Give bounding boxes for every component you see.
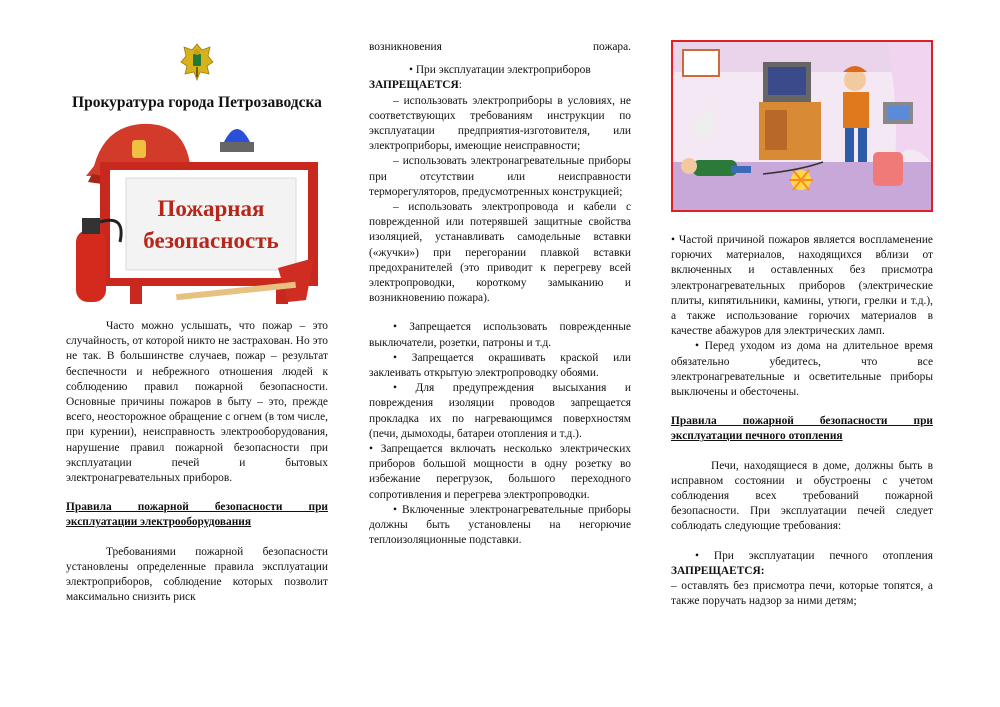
- forbidden-label-stove: ЗАПРЕЩАЕТСЯ:: [671, 564, 765, 577]
- section-heading-stove: Правила пожарной безопасности при эксплуатации печного отопления: [671, 415, 933, 443]
- para-before-leaving: • Перед уходом из дома на длительное время обязательно убедитесь, что все электронагревательные и осветительные приборы выключены и обесточены.: [671, 340, 933, 399]
- column-2: [369, 40, 631, 549]
- bullet-insulation: • Для предупреждения высыхания и повреждения изоляции проводов запрещается прокладка их по нагревающимся поверхностям (печи, дымоходы, батареи отопления и т.д.).: [369, 382, 631, 440]
- prosecutor-emblem-icon: [178, 40, 216, 84]
- intro-paragraph: Часто можно услышать, что пожар – это случайность, от которой никто не застрахован. Но это не так. В большинстве случаев, пожар – результат беспечности и небрежного отношения людей к соблюдению правил пожарной безопасности. Основные причины пожаров в быту – это, прежде всего, неосторожное обращение с огнем (в том числе, при курении), неисправность электрооборудования, нарушение правил пожарной безопасности при эксплуатации печей и бытовых электронагревательных приборов.: [66, 320, 328, 485]
- para-heater-causes: • Частой причиной пожаров является воспламенение горючих материалов, находящихся вблизи от включенных и оставленных без присмотра электронагревательных приборов (электрические плиты, кипятильники, камины, утюги, грелки и т.д.), а также использование горючих материалов в качестве абажуров для электрических ламп.: [671, 234, 933, 338]
- bullet-overload: • Запрещается включать несколько электрических приборов большой мощности в одну розетку во избежание перегрузок, большого переходного сопротивления и перегрева электропроводки.: [369, 443, 631, 501]
- column-3: [671, 40, 933, 609]
- bullet-heaters-stands: • Включенные электронагревательные приборы должны быть установлены на негорючие теплоизоляционные подставки.: [369, 503, 631, 547]
- electrical-fire-scene-illustration: [671, 40, 933, 212]
- bullet-stove-use: [671, 549, 933, 579]
- page-title: Прокуратура города Петрозаводска: [72, 94, 322, 111]
- bullet-lead-stove: • При эксплуатации печного отопления: [695, 549, 933, 562]
- fire-safety-banner-illustration: [66, 118, 328, 304]
- dash-item-3: – использовать электропровода и кабели с поврежденной или потерявшей защитные свойства изоляцией, устанавливать самодельные вставки («жучки») при перегорании плавкой вставки предохранителей (это приводит к перегреву всей электропроводки, короткому замыканию и возникновению пожара).: [369, 201, 631, 305]
- banner-line-2: безопасность: [143, 228, 279, 253]
- bullet-damaged-switches: • Запрещается использовать поврежденные выключатели, розетки, патроны и т.д.: [369, 321, 631, 349]
- section-heading-electrical: Правила пожарной безопасности при эксплуатации электрооборудования: [66, 501, 328, 529]
- dash-item-stove-1: – оставлять без присмотра печи, которые топятся, а также поручать надзор за ними детям;: [671, 580, 933, 608]
- bullet-paint-wiring: • Запрещается окрашивать краской или заклеивать открытую электропроводку обоями.: [369, 351, 631, 380]
- bullet-lead: • При эксплуатации электроприборов: [409, 64, 591, 77]
- dash-item-1: – использовать электроприборы в условиях, не соответствующих требованиям инструкции по эксплуатации предприятия-изготовителя, или электроприборы, имеющие неисправности;: [369, 94, 631, 153]
- continuation-text: возникновения пожара.: [369, 41, 631, 53]
- forbidden-label: ЗАПРЕЩАЕТСЯ: [369, 79, 459, 92]
- bullet-electrical-use: • При эксплуатации электроприборов ЗАПРЕЩАЕТСЯ:: [369, 64, 591, 92]
- banner-line-1: Пожарная: [157, 196, 265, 221]
- requirements-paragraph: Требованиями пожарной безопасности установлены определенные правила эксплуатации электроприборов, соблюдение которых позволит максимально снизить риск: [66, 545, 328, 604]
- column-1: [66, 40, 328, 605]
- para-stoves: Печи, находящиеся в доме, должны быть в исправном состоянии и обустроены с учетом соблюдения всех требований пожарной безопасности. При эксплуатации печей следует соблюдать следующие требования:: [671, 459, 933, 533]
- dash-item-2: – использовать электронагревательные приборы при отсутствии или неисправности терморегуляторов, предусмотренных конструкцией;: [369, 155, 631, 198]
